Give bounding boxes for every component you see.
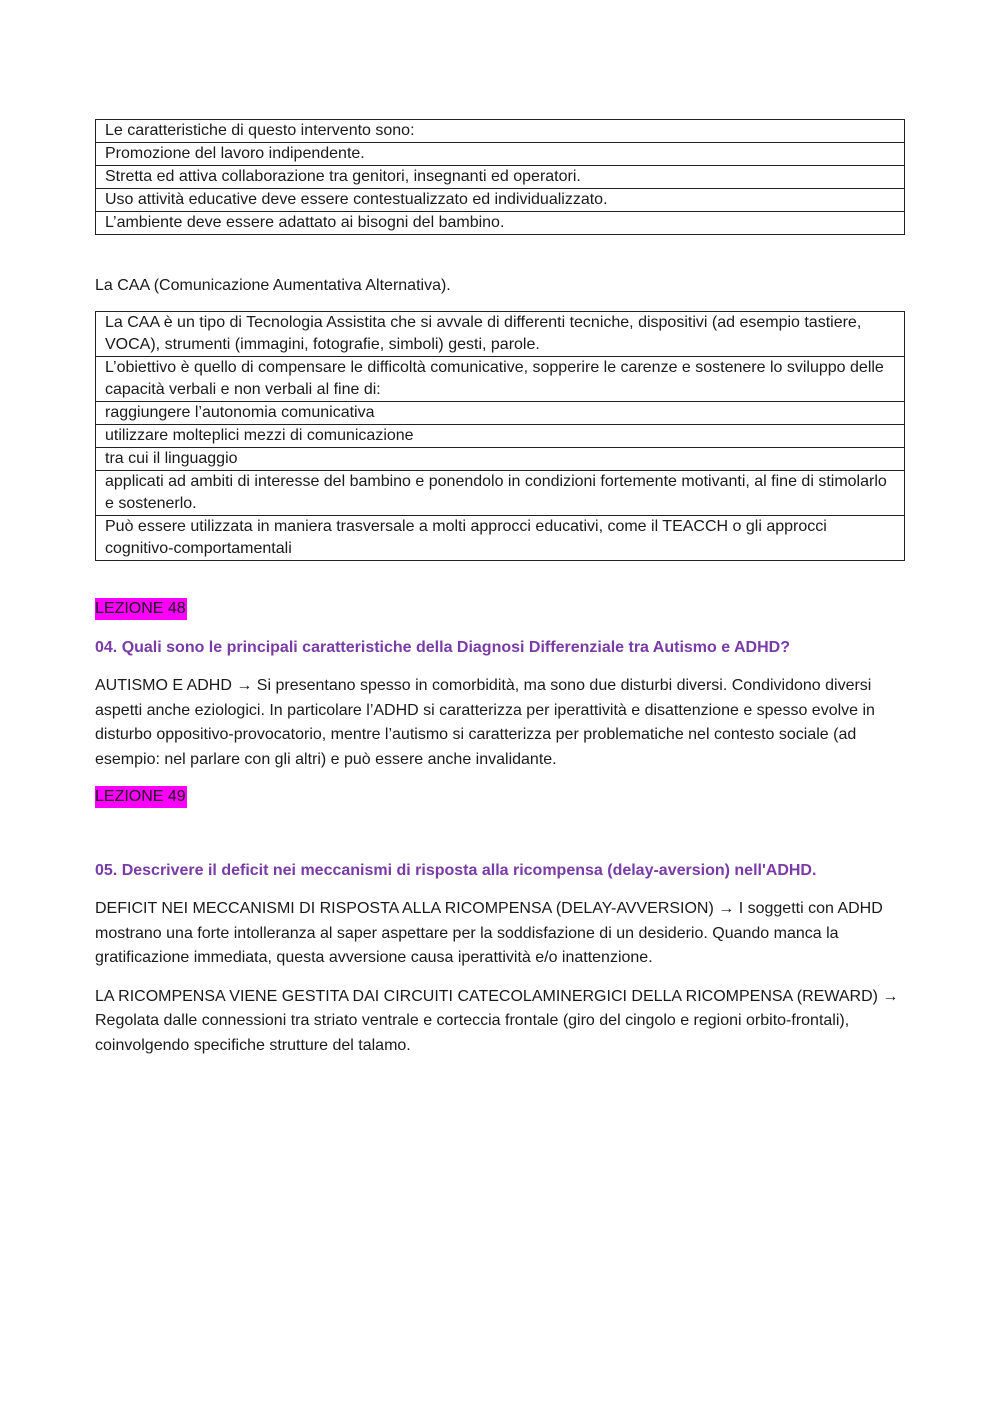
table-row: tra cui il linguaggio <box>96 448 905 471</box>
intervention-features-table <box>95 119 905 235</box>
table-row: Promozione del lavoro indipendente. <box>96 143 905 166</box>
table-row: Le caratteristiche di questo intervento sono: <box>96 120 905 143</box>
table-row: Stretta ed attiva collaborazione tra genitori, insegnanti ed operatori. <box>96 166 905 189</box>
caa-table <box>95 311 905 561</box>
question-05: 05. Descrivere il deficit nei meccanismi di risposta alla ricompensa (delay-aversion) nell'ADHD. <box>95 862 817 879</box>
table-row: L’obiettivo è quello di compensare le difficoltà comunicative, sopperire le carenze e sostenere lo sviluppo delle capacità verbali e non verbali al fine di: <box>96 357 905 402</box>
table-row: utilizzare molteplici mezzi di comunicazione <box>96 425 905 448</box>
table-row: applicati ad ambiti di interesse del bambino e ponendolo in condizioni fortemente motivanti, al fine di stimolarlo e sostenerlo. <box>96 471 905 516</box>
answer-04: AUTISMO E ADHD → Si presentano spesso in comorbidità, ma sono due disturbi diversi. Condividono diversi aspetti anche eziologici. In particolare l’ADHD si caratterizza per iperattività e disattenzione e spesso evolve in disturbo oppositivo-provocatorio, mentre l’autismo si caratterizza per problematiche nel contesto sociale (ad esempio: nel parlare con gli altri) e può essere anche invalidante. <box>95 677 875 768</box>
table-row: Uso attività educative deve essere contestualizzato ed individualizzato. <box>96 189 905 212</box>
caa-heading: La CAA (Comunicazione Aumentativa Alternativa). <box>95 277 451 294</box>
question-04: 04. Quali sono le principali caratteristiche della Diagnosi Differenziale tra Autismo e ADHD? <box>95 639 790 656</box>
lesson-48-label: LEZIONE 48 <box>95 598 187 620</box>
table-row: L’ambiente deve essere adattato ai bisogni del bambino. <box>96 212 905 235</box>
table-row: La CAA è un tipo di Tecnologia Assistita che si avvale di differenti tecniche, dispositivi (ad esempio tastiere, VOCA), strumenti (immagini, fotografie, simboli) gesti, parole. <box>96 312 905 357</box>
answer-05-paragraph-1: DEFICIT NEI MECCANISMI DI RISPOSTA ALLA RICOMPENSA (DELAY-AVVERSION) → I soggetti con ADHD mostrano una forte intolleranza al saper aspettare per la soddisfazione di un desiderio. Quando manca la gratificazione immediata, questa avversione causa iperattività e/o inattenzione. <box>95 900 883 966</box>
answer-05-paragraph-2: LA RICOMPENSA VIENE GESTITA DAI CIRCUITI CATECOLAMINERGICI DELLA RICOMPENSA (REWARD) → Regolata dalle connessioni tra striato ventrale e corteccia frontale (giro del cingolo e regioni orbito-frontali), coinvolgendo specifiche strutture del talamo. <box>95 987 899 1054</box>
table-row: Può essere utilizzata in maniera trasversale a molti approcci educativi, come il TEACCH o gli approcci cognitivo-comportamentali <box>96 516 905 561</box>
table-row: raggiungere l’autonomia comunicativa <box>96 402 905 425</box>
document-page <box>95 119 905 1058</box>
lesson-49-label: LEZIONE 49 <box>95 786 187 808</box>
